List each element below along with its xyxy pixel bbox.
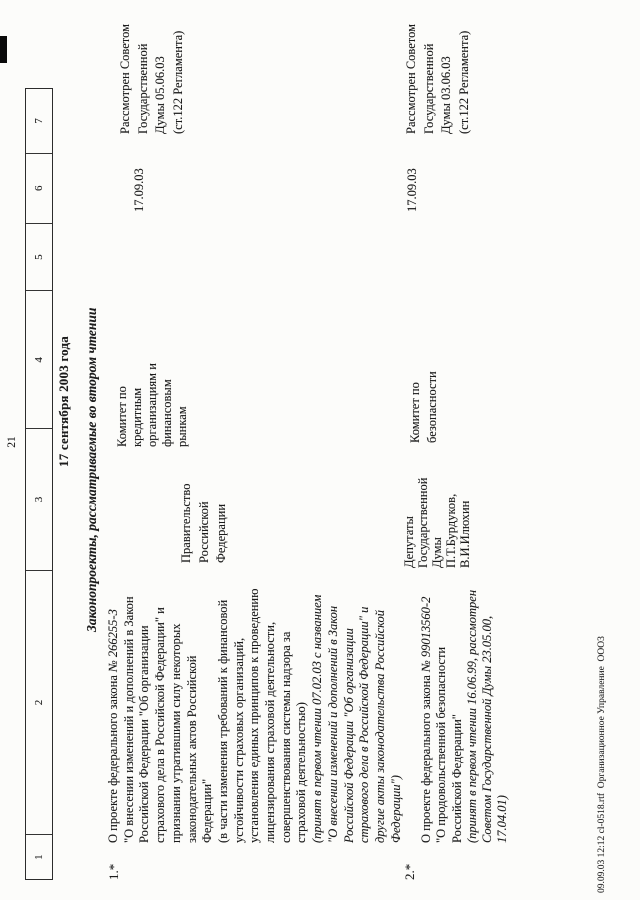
council-note-cell: Рассмотрен Советом Государственной Думы 03.06.03 (ст.122 Регламента) — [404, 23, 471, 134]
council-note-cell: Рассмотрен Советом Государственной Думы 05.06.03 (ст.122 Регламента) — [118, 23, 186, 134]
initiator-cell: Правительство Российской Федерации — [179, 483, 228, 563]
date-heading: 17 сентября 2003 года — [56, 336, 71, 467]
law-title-cell: О проекте федерального закона № 266255-3 "О внесении изменений и дополнений в Закон Российской Федерации "Об организации страхового дела в Российской Федерации" и признании утратившими силу некоторых законодательных актов Российской Федерации" (в части изменения требований к финансовой устойчивости страховых организаций, установления единых принципов к проведению лицензирования страховой деятельности, совершенствования системы надзора за страховой деятельностью) (принят в первом чтении 07.02.03 с названием "О внесении изменений и дополнений в Закон Российской Федерации "Об организации страхового дела в Российской Федерации" и другие акты законодательства Российской Федерации") — [106, 588, 403, 843]
header-cell-6: 6 — [26, 153, 52, 223]
row-number: 1.* — [106, 863, 121, 880]
consideration-date: 17.09.03 — [405, 168, 419, 212]
row-number: 2.* — [402, 863, 417, 880]
page-number: 21 — [6, 436, 18, 448]
footer-stamp: 09.09.03 12:12 cl-0518.rtf Организационное Управление ООО3 — [597, 636, 607, 893]
header-cell-7: 7 — [33, 118, 45, 124]
committee-cell: Комитет по кредитным организациям и финансовым рынкам — [115, 363, 190, 447]
committee-cell: Комитет по безопасности — [408, 371, 439, 443]
law-title-cell: О проекте федерального закона № 99013560-2 "О продовольственной безопасности Российской Федерации" (принят в первом чтении 16.06.99, рассмотрен Советом Государственной Думы 23.05.00, 17.04.01) — [419, 589, 510, 843]
table-header-row — [25, 88, 53, 880]
section-title: Законопроекты, рассматриваемые во втором чтении — [84, 307, 99, 632]
header-cell-3: 3 — [26, 428, 52, 570]
header-cell-5: 5 — [26, 223, 52, 291]
consideration-date: 17.09.03 — [132, 168, 146, 212]
initiator-cell: Депутаты Государственной Думы П.Т.Бурдуков, В.И.Илюхин — [402, 477, 472, 568]
header-cell-4: 4 — [26, 290, 52, 428]
header-cell-2: 2 — [26, 570, 52, 834]
scan-artifact-mark — [0, 36, 7, 63]
header-cell-1: 1 — [26, 834, 52, 879]
